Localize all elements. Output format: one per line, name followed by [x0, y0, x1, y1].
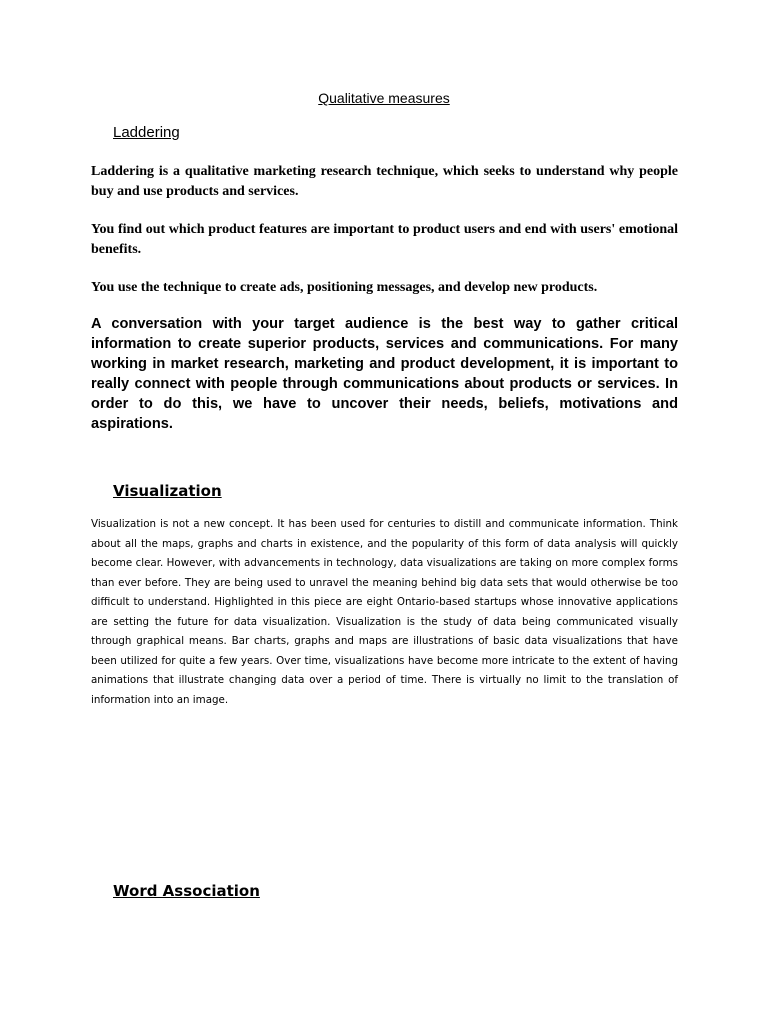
laddering-paragraph-1: Laddering is a qualitative marketing research technique, which seeks to understand why people buy and use products and services.: [91, 164, 678, 199]
laddering-paragraph-2: You find out which product features are important to product users and end with users' emotional benefits.: [91, 222, 678, 257]
laddering-paragraph-3: You use the technique to create ads, positioning messages, and develop new products.: [91, 280, 598, 295]
laddering-paragraph-4: A conversation with your target audience is the best way to gather critical information to create superior products, services and communications. For many working in market research, marketing and product development, it is important to really connect with people through communications about products or services. In order to do this, we have to uncover their needs, beliefs, motivations and aspirations.: [91, 316, 678, 432]
word-association-heading: Word Association: [113, 882, 260, 900]
visualization-heading: Visualization: [113, 482, 222, 500]
visualization-paragraph: Visualization is not a new concept. It has been used for centuries to distill and communicate information. Think about all the maps, graphs and charts in existence, and the popularity of this form of data analysis will quickly become clear. However, with advancements in technology, data visualizations are taking on more complex forms than ever before. They are being used to unravel the meaning behind big data sets that would otherwise be too difficult to understand. Highlighted in this piece are eight Ontario-based startups whose innovative applications are setting the future for data visualization. Visualization is the study of data being communicated visually through graphical means. Bar charts, graphs and maps are illustrations of basic data visualizations that have been utilized for quite a few years. Over time, visualizations have become more intricate to the extent of having animations that illustrate changing data over a period of time. There is virtually no limit to the translation of information into an image.: [91, 518, 678, 706]
laddering-heading: Laddering: [113, 124, 180, 141]
document-title: Qualitative measures: [318, 90, 450, 106]
